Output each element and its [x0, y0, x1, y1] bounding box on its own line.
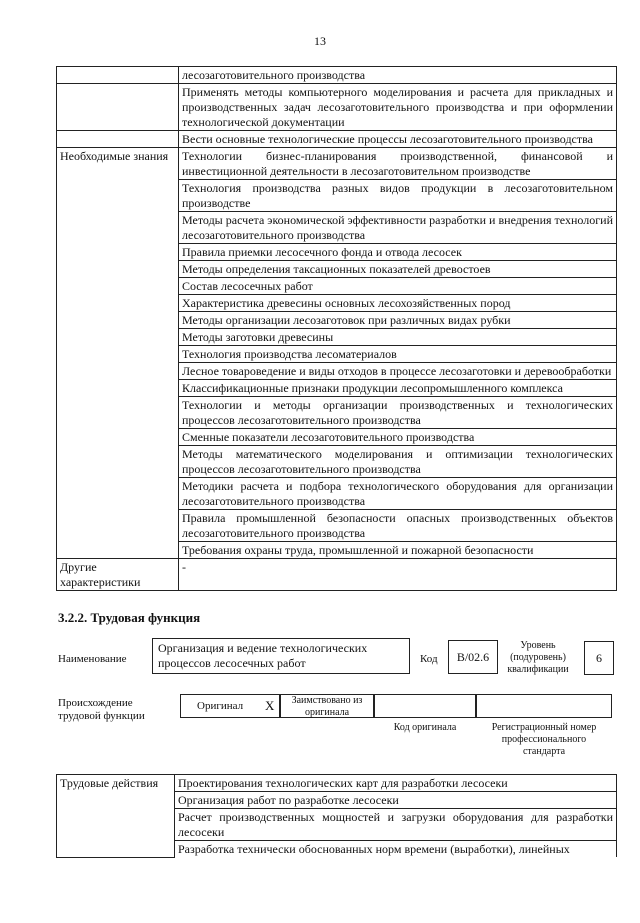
knowledge-label: Необходимые знания	[57, 148, 179, 559]
knowledge-item: Методы математического моделирования и оптимизации технологических процессов лесозаготовительного производства	[179, 446, 617, 478]
knowledge-item: Методы расчета экономической эффективности разработки и внедрения технологий лесозаготовительного производства	[179, 212, 617, 244]
knowledge-table	[56, 66, 617, 591]
actions-table	[56, 774, 617, 858]
table-row	[57, 67, 617, 84]
code-label: Код	[420, 653, 438, 665]
knowledge-item: Классификационные признаки продукции лесопромышленного комплекса	[179, 380, 617, 397]
original-code-cell	[374, 694, 476, 718]
table-row	[57, 148, 617, 180]
reg-caption: Регистрационный номер профессионального стандарта	[491, 722, 597, 757]
knowledge-item: Методики расчета и подбора технологического оборудования для организации лесозаготовительного производства	[179, 478, 617, 510]
table-row	[57, 559, 617, 591]
name-label: Наименование	[58, 653, 127, 665]
code-caption: Код оригинала	[393, 722, 457, 733]
knowledge-item: Правила приемки лесосечного фонда и отвода лесосек	[179, 244, 617, 261]
borrowed-label: Заимствовано из оригинала	[280, 694, 374, 718]
knowledge-item: Правила промышленной безопасности опасных производственных объектов лесозаготовительного производства	[179, 510, 617, 542]
knowledge-item: Сменные показатели лесозаготовительного производства	[179, 429, 617, 446]
original-cell	[180, 694, 280, 718]
original-mark: X	[265, 698, 275, 713]
skill-cell: Вести основные технологические процессы лесозаготовительного производства	[179, 131, 617, 148]
action-item: Проектирования технологических карт для разработки лесосеки	[175, 775, 617, 792]
section-heading: 3.2.2. Трудовая функция	[58, 610, 201, 625]
table-row	[57, 131, 617, 148]
action-item: Разработка технически обоснованных норм времени (выработки), линейных	[175, 841, 617, 858]
knowledge-item: Лесное товароведение и виды отходов в процессе лесозаготовки и деревообработки	[179, 363, 617, 380]
original-label: Оригинал	[197, 700, 244, 712]
skill-cell: лесозаготовительного производства	[179, 67, 617, 84]
knowledge-item: Технологии и методы организации производственных и технологических процессов лесозаготовительного производства	[179, 397, 617, 429]
other-value: -	[179, 559, 617, 591]
actions-label: Трудовые действия	[57, 775, 175, 858]
skill-cell: Применять методы компьютерного моделирования и расчета для прикладных и производственных задач лесозаготовительного производства и при оформлении технологической документации	[179, 84, 617, 131]
table-row	[57, 84, 617, 131]
action-item: Организация работ по разработке лесосеки	[175, 792, 617, 809]
knowledge-item: Методы заготовки древесины	[179, 329, 617, 346]
knowledge-item: Состав лесосечных работ	[179, 278, 617, 295]
other-label: Другие характеристики	[57, 559, 179, 591]
action-item: Расчет производственных мощностей и загрузки оборудования для разработки лесосеки	[175, 809, 617, 841]
knowledge-item: Требования охраны труда, промышленной и пожарной безопасности	[179, 542, 617, 559]
origin-label: Происхождение трудовой функции	[58, 697, 145, 722]
knowledge-item: Технология производства разных видов продукции в лесозаготовительном производстве	[179, 180, 617, 212]
knowledge-item: Технологии бизнес-планирования производственной, финансовой и инвестиционной деятельности в лесозаготовительном производстве	[179, 148, 617, 180]
page-number: 13	[314, 34, 326, 48]
knowledge-item: Технология производства лесоматериалов	[179, 346, 617, 363]
knowledge-item: Характеристика древесины основных лесохозяйственных пород	[179, 295, 617, 312]
knowledge-item: Методы организации лесозаготовок при различных видах рубки	[179, 312, 617, 329]
table-row	[57, 775, 617, 792]
function-code-box: B/02.6	[448, 640, 498, 674]
level-box: 6	[584, 641, 614, 675]
level-label: Уровень (подуровень) квалификации	[507, 640, 569, 675]
function-name-box: Организация и ведение технологических процессов лесосечных работ	[152, 638, 410, 674]
knowledge-item: Методы определения таксационных показателей древостоев	[179, 261, 617, 278]
reg-number-cell	[476, 694, 612, 718]
